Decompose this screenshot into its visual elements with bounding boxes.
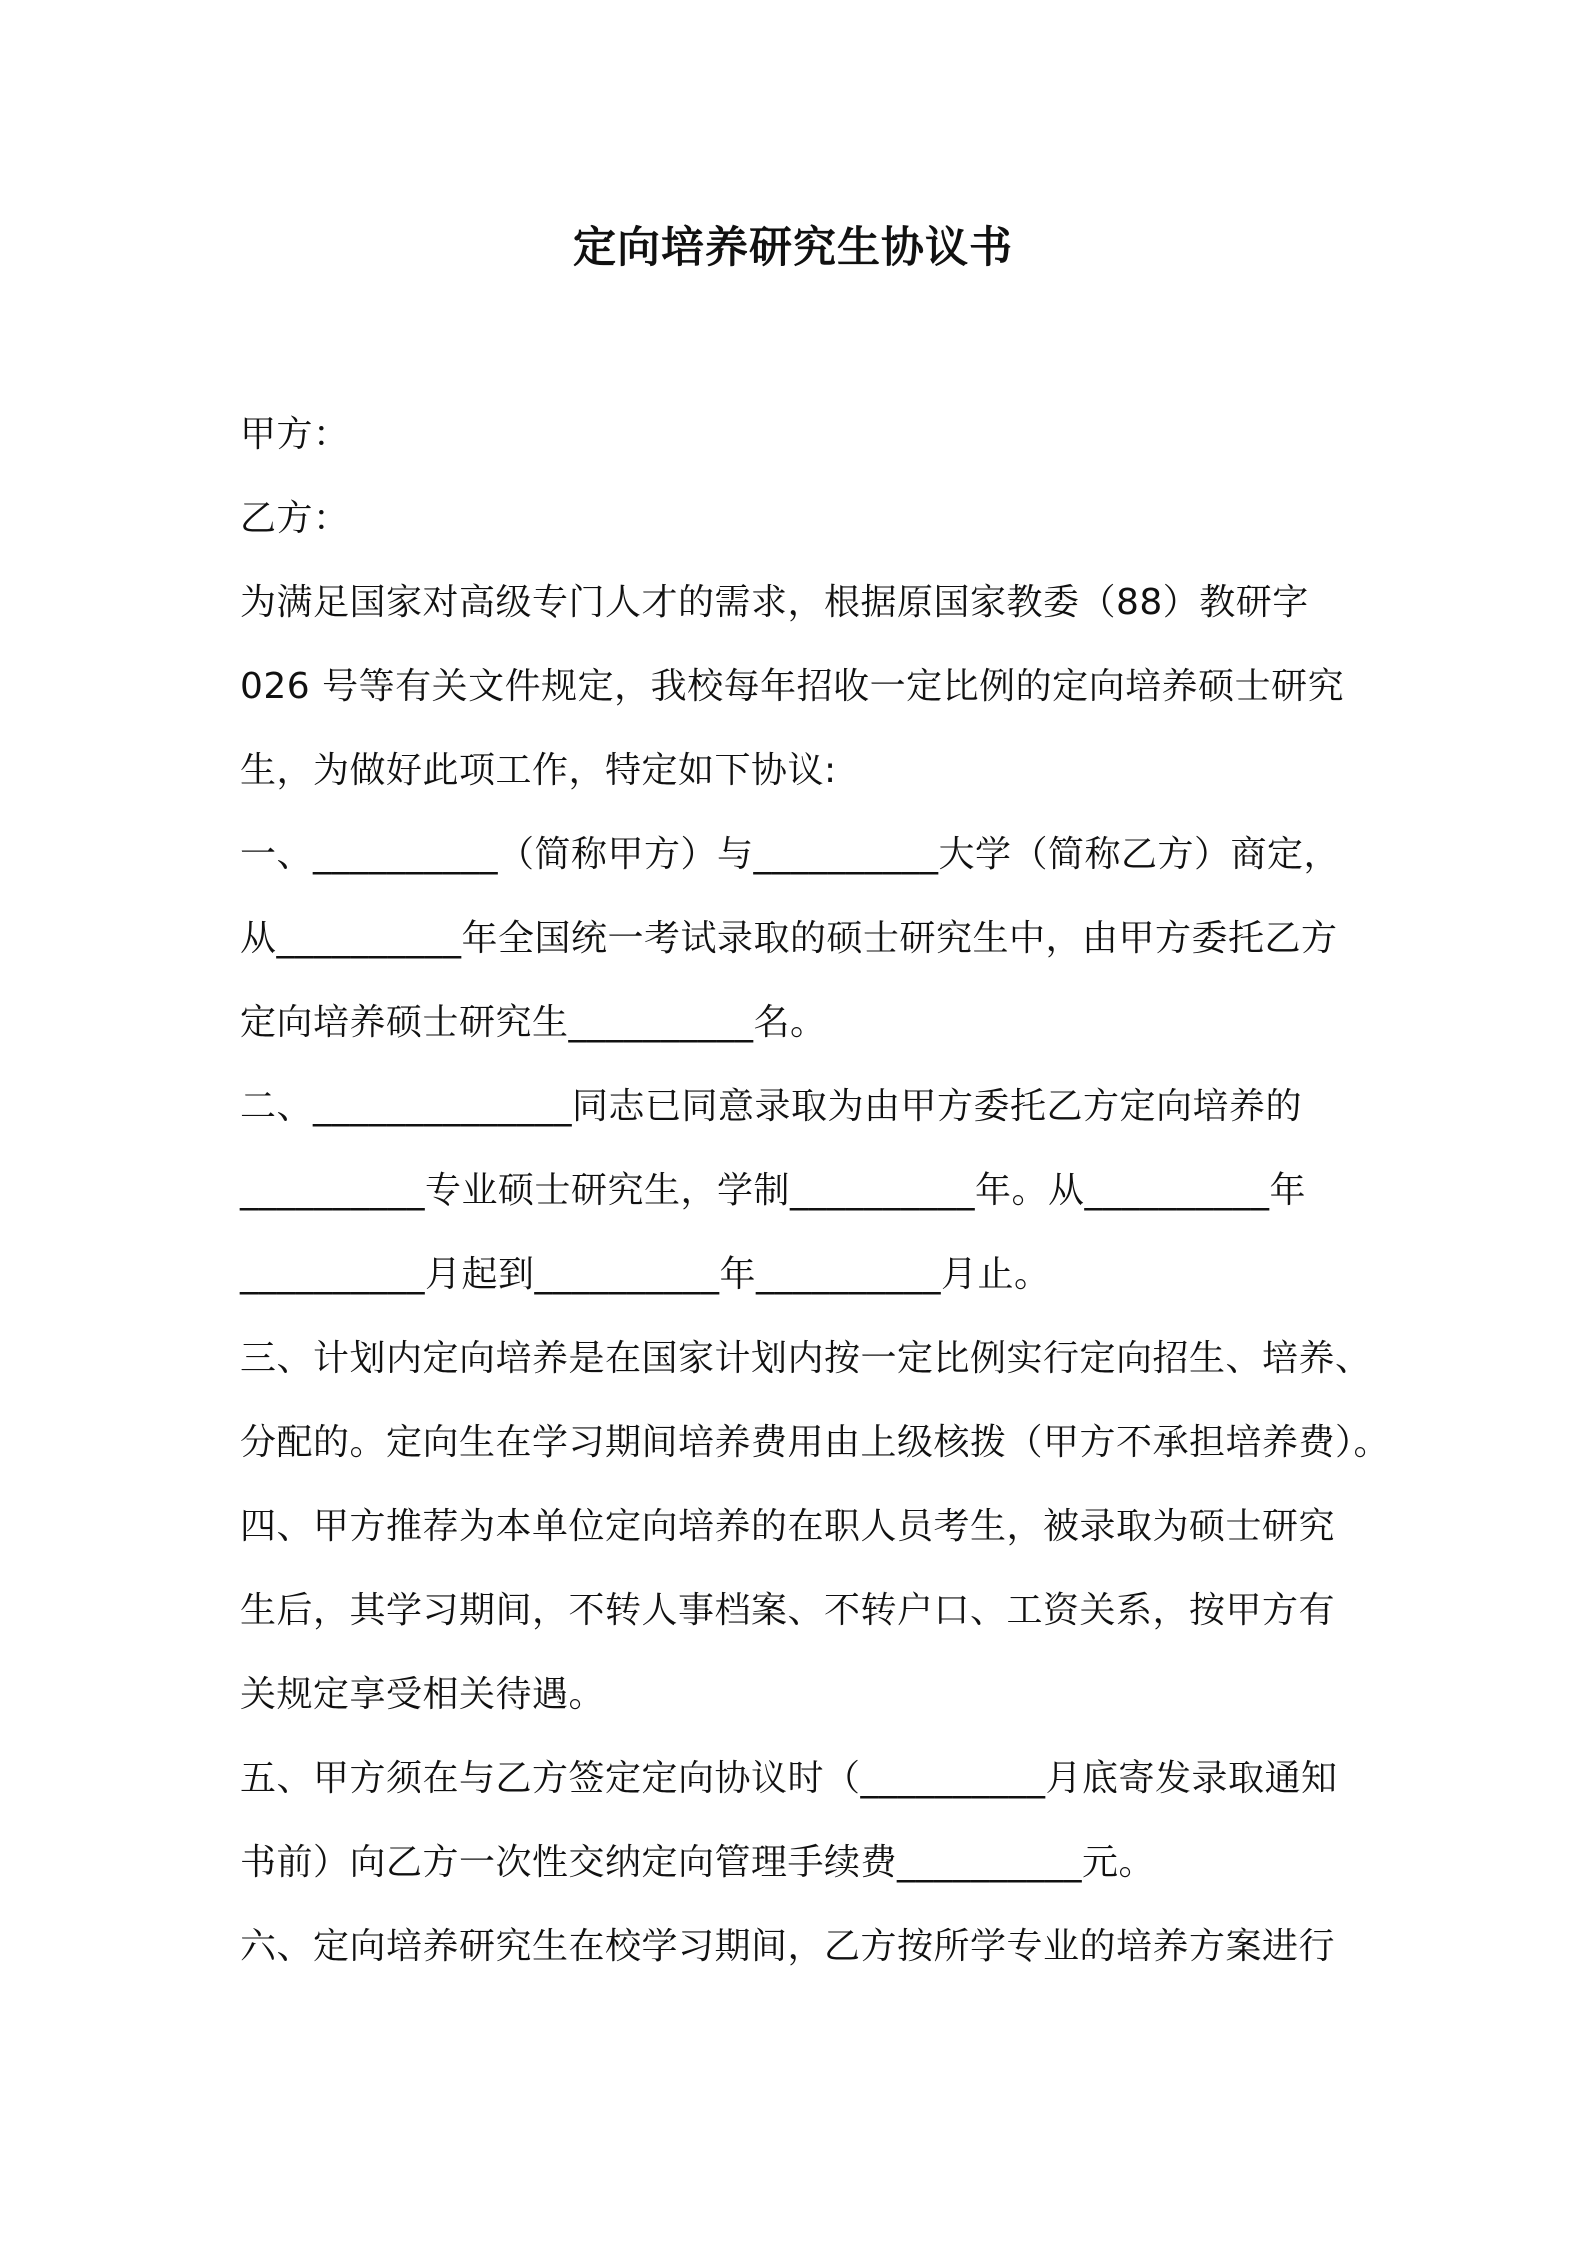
clause-5-line-2: 书前）向乙方一次性交纳定向管理手续费__________元。: [240, 1842, 1156, 1883]
clause-2-line-1: 二、______________同志已同意录取为由甲方委托乙方定向培养的: [240, 1086, 1303, 1127]
party-b-line: 乙方：: [240, 498, 350, 539]
document-title: 定向培养研究生协议书: [573, 223, 1013, 273]
clause-2-line-3: __________月起到__________年__________月止。: [240, 1254, 1051, 1295]
clause-1-line-2: 从__________年全国统一考试录取的硕士研究生中，由甲方委托乙方: [240, 918, 1338, 959]
clause-6-line-1: 六、定向培养研究生在校学习期间，乙方按所学专业的培养方案进行: [240, 1926, 1336, 1967]
clause-4-line-2: 生后，其学习期间，不转人事档案、不转户口、工资关系，按甲方有: [240, 1590, 1336, 1631]
clause-4-line-1: 四、甲方推荐为本单位定向培养的在职人员考生，被录取为硕士研究: [240, 1506, 1336, 1547]
clause-4-line-3: 关规定享受相关待遇。: [240, 1674, 606, 1715]
party-a-line: 甲方：: [240, 414, 350, 455]
clause-5-line-1: 五、甲方须在与乙方签定定向协议时（__________月底寄发录取通知: [240, 1758, 1338, 1799]
clause-3-line-2: 分配的。定向生在学习期间培养费用由上级核拨（甲方不承担培养费）。: [240, 1422, 1391, 1463]
intro-line-3: 生，为做好此项工作，特定如下协议:: [240, 750, 837, 791]
clause-3-line-1: 三、计划内定向培养是在国家计划内按一定比例实行定向招生、培养、: [240, 1338, 1372, 1379]
clause-2-line-2: __________专业硕士研究生，学制__________年。从__________年: [240, 1170, 1307, 1211]
clause-1-line-3: 定向培养硕士研究生__________名。: [240, 1002, 827, 1043]
intro-line-2: 026 号等有关文件规定，我校每年招收一定比例的定向培养硕士研究: [240, 666, 1345, 707]
intro-line-1: 为满足国家对高级专门人才的需求，根据原国家教委（88）教研字: [240, 582, 1309, 623]
clause-1-line-1: 一、__________（简称甲方）与__________大学（简称乙方）商定，: [240, 834, 1341, 875]
